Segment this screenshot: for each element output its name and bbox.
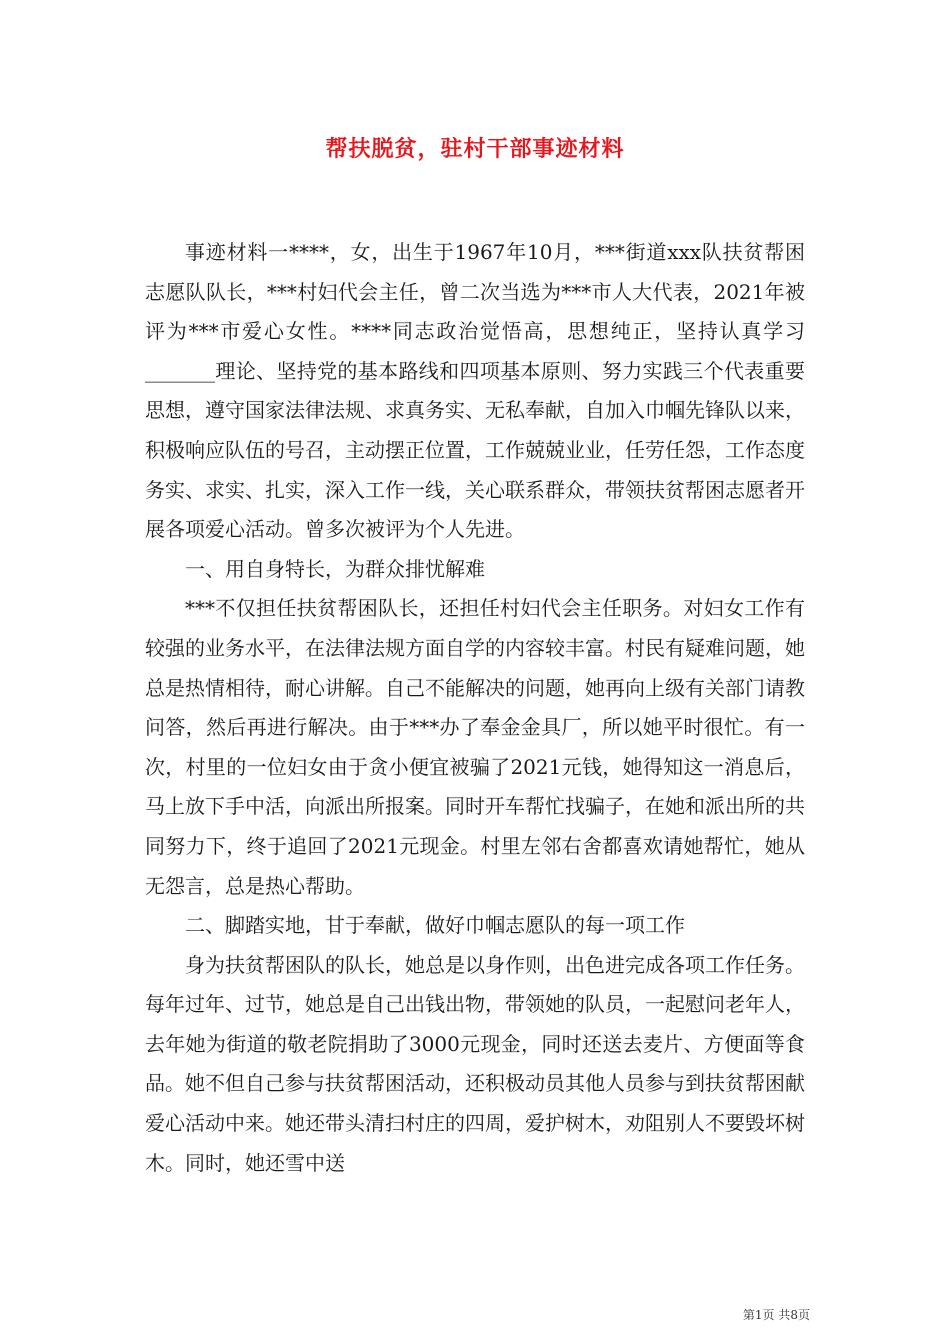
section-heading-1: 一、用自身特长，为群众排忧解难 (185, 556, 485, 581)
paragraph-intro: 事迹材料一****，女，出生于1967年10月，***街道xxx队扶贫帮困志愿队队长，***村妇代会主任，曾二次当选为***市人大代表，2021年被评为***市爱心女性。****同志政治觉悟高，思想纯正，坚持认真学习_______理论、坚持党的基本路线和四项基本原则、努力实践三个代表重要思想，遵守国家法律法规、求真务实、无私奉献，自加入巾帼先锋队以来，积极响应队伍的号召，主动摆正位置，工作兢兢业业，任劳任怨，工作态度务实、求实、扎实，深入工作一线，关心联系群众，带领扶贫帮困志愿者开展各项爱心活动。曾多次被评为个人先进。 (145, 240, 805, 542)
paragraph-section-2: 身为扶贫帮困队的队长，她总是以身作则，出色进完成各项工作任务。每年过年、过节，她总是自己出钱出物，带领她的队员，一起慰问老年人，去年她为街道的敬老院捐助了3000元现金，同时还送去麦片、方便面等食品。她不但自己参与扶贫帮困活动，还积极动员其他人员参与到扶贫帮困献爱心活动中来。她还带头清扫村庄的四周，爱护树木，劝阻别人不要毁坏树木。同时，她还雪中送 (145, 952, 805, 1175)
page-title: 帮扶脱贫，驻村干部事迹材料 (325, 136, 625, 162)
document-body (145, 233, 805, 1183)
section-heading-2: 二、脚踏实地，甘于奉献，做好巾帼志愿队的每一项工作 (185, 913, 685, 938)
paragraph-section-1: ***不仅担任扶贫帮困队长，还担任村妇代会主任职务。对妇女工作有较强的业务水平，在法律法规方面自学的内容较丰富。村民有疑难问题，她总是热情相待，耐心讲解。自己不能解决的问题，她再向上级有关部门请教问答，然后再进行解决。由于***办了奉金金具厂，所以她平时很忙。有一次，村里的一位妇女由于贪小便宜被骗了2021元钱，她得知这一消息后，马上放下手中活，向派出所报案。同时开车帮忙找骗子，在她和派出所的共同努力下，终于追回了2021元现金。村里左邻右舍都喜欢请她帮忙，她从无怨言，总是热心帮助。 (145, 596, 805, 898)
page-number-footer: 第1页 共8页 (742, 1308, 810, 1322)
